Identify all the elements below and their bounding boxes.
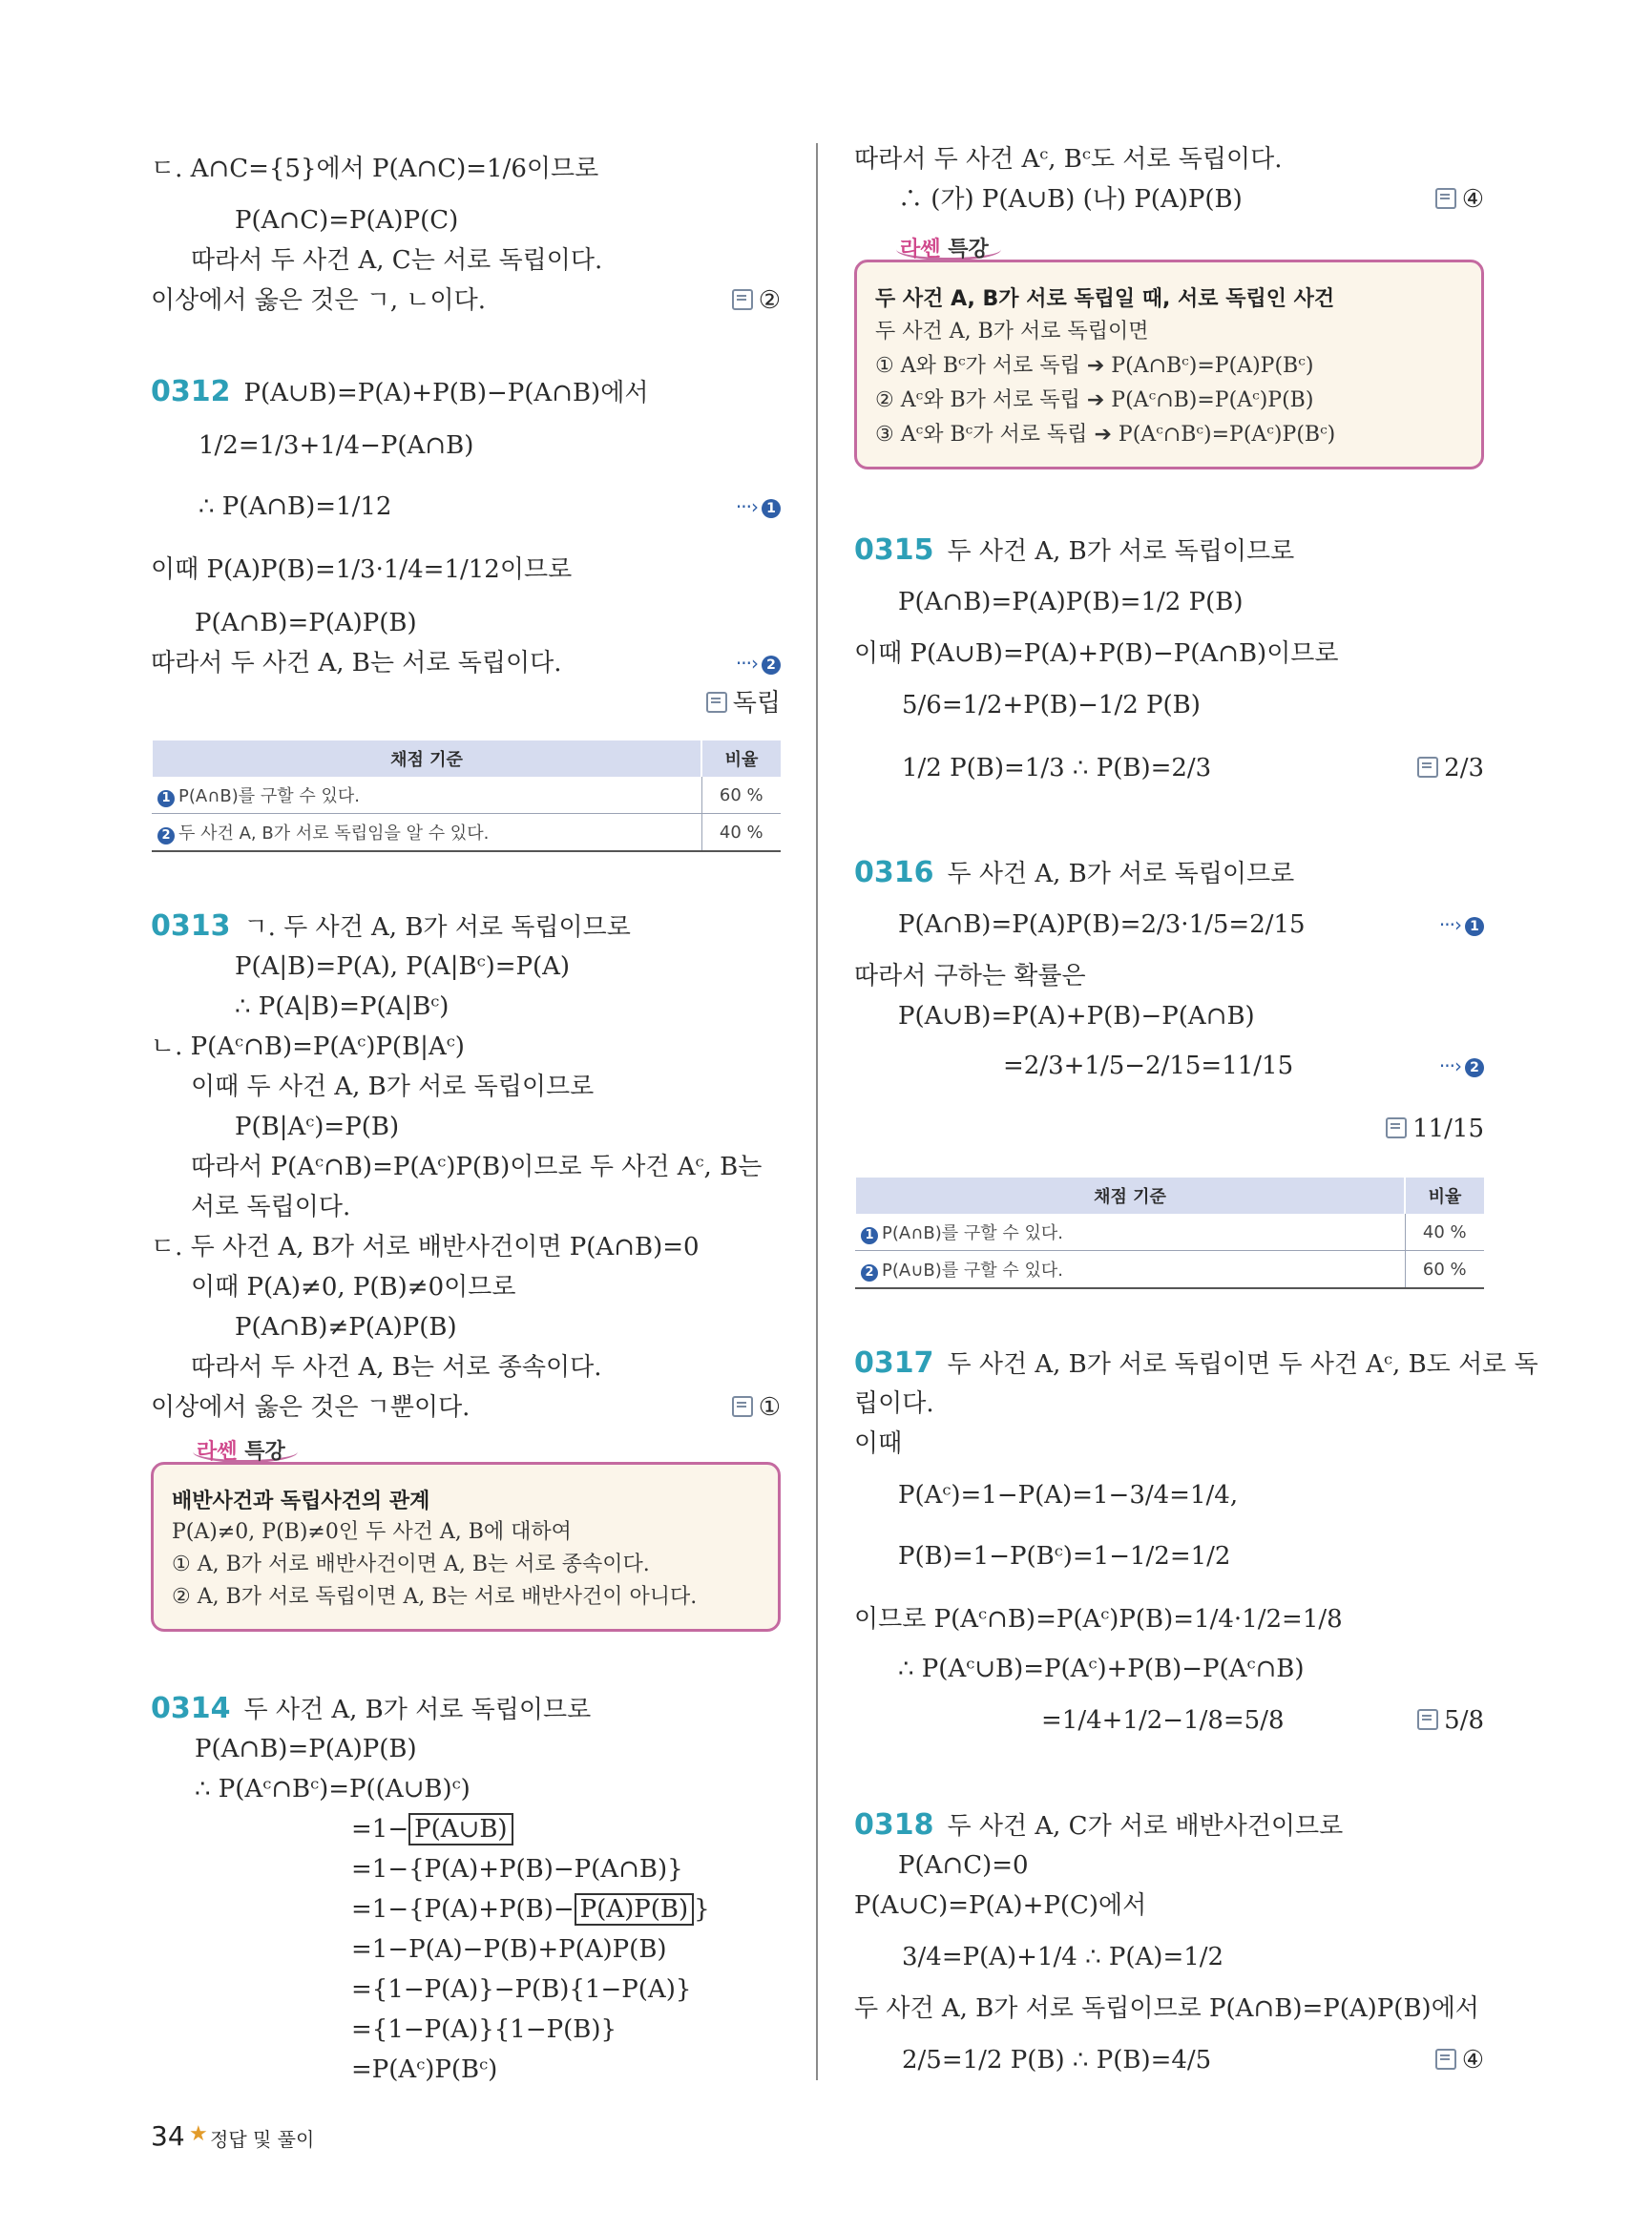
- answer-0316: 11/15: [1386, 1113, 1484, 1145]
- answer-0313: ①: [732, 1391, 781, 1424]
- text-line: 따라서 두 사건 A, B는 서로 독립이다.: [151, 649, 562, 678]
- text-line: 이때 두 사건 A, B가 서로 독립이므로: [191, 1073, 595, 1101]
- text-line: P(A∩C)=0: [898, 1851, 1029, 1880]
- text-line: 따라서 P(Aᶜ∩B)=P(Aᶜ)P(B)이므로 두 사건 Aᶜ, B는: [191, 1153, 763, 1181]
- text-line: 이상에서 옳은 것은 ㄱ뿐이다.: [151, 1393, 471, 1422]
- text-line: ∴ P(Aᶜ∩Bᶜ)=P((A∪B)ᶜ): [195, 1775, 471, 1804]
- page-number: 34: [151, 2120, 185, 2152]
- text-line: 이때: [854, 1429, 903, 1458]
- text-line: P(A|B)=P(A), P(A|Bᶜ)=P(A): [235, 952, 571, 981]
- text-line: P(Aᶜ)=1−P(A)=1−3/4=1/4,: [898, 1481, 1239, 1510]
- table-header: 채점 기준: [152, 740, 701, 777]
- text-line: ∴ (가) P(A∪B) (나) P(A)P(B): [898, 185, 1243, 214]
- text-line: ㄴ. P(Aᶜ∩B)=P(Aᶜ)P(B|Aᶜ): [151, 1032, 465, 1061]
- table-header: 비율: [1405, 1178, 1484, 1214]
- step-marker-1: ···› 1: [1439, 908, 1484, 941]
- answer-icon: [732, 1396, 753, 1417]
- lecture-title: 두 사건 A, B가 서로 독립일 때, 서로 독립인 사건: [875, 287, 1335, 311]
- table-header: 채점 기준: [855, 1178, 1405, 1214]
- lecture-line: P(A)≠0, P(B)≠0인 두 사건 A, B에 대하여: [172, 1520, 572, 1544]
- problem-number: 0313: [151, 909, 231, 943]
- text-line: 이때 P(A∪B)=P(A)+P(B)−P(A∩B)이므로: [854, 639, 1339, 668]
- table-header: 비율: [701, 740, 781, 777]
- step-marker-1: ···› 1: [736, 490, 781, 523]
- text-line: ∴ P(A|B)=P(A|Bᶜ): [235, 992, 450, 1021]
- text-line: 5/6=1/2+P(B)−1/2 P(B): [902, 691, 1201, 719]
- text-line: 1/2 P(B)=1/3 ∴ P(B)=2/3: [902, 754, 1212, 782]
- text-line: =1/4+1/2−1/8=5/8: [1041, 1706, 1285, 1735]
- problem-0313: 0313 ㄱ. 두 사건 A, B가 서로 독립이므로: [151, 909, 631, 943]
- text-line: 이상에서 옳은 것은 ㄱ, ㄴ이다.: [151, 286, 486, 315]
- answer-icon: [1417, 1709, 1438, 1730]
- answer-icon: [732, 289, 753, 310]
- lecture-line: ① A와 Bᶜ가 서로 독립 ➔ P(A∩Bᶜ)=P(A)P(Bᶜ): [875, 354, 1314, 378]
- text-line: ㄷ. 두 사건 A, B가 서로 배반사건이면 P(A∩B)=0: [151, 1233, 700, 1261]
- text-line: ㄷ. A∩C={5}에서 P(A∩C)=1/6이므로: [151, 155, 599, 183]
- answer-0312: 독립: [706, 687, 781, 719]
- footer-label: 정답 및 풀이: [210, 2128, 315, 2151]
- text-line: ∴ P(A∩B)=1/12: [199, 492, 392, 521]
- boxed-term: P(A∪B): [408, 1813, 512, 1845]
- text-line: 이때 P(A)≠0, P(B)≠0이므로: [191, 1273, 516, 1302]
- text-line: 따라서 두 사건 A, B는 서로 종속이다.: [191, 1353, 602, 1382]
- text-line: 1/2=1/3+1/4−P(A∩B): [199, 431, 474, 460]
- problem-number: 0318: [854, 1808, 934, 1842]
- text-line: P(A∪C)=P(A)+P(C)에서: [854, 1891, 1147, 1920]
- table-row: 1 P(A∩B)를 구할 수 있다. 60 %: [152, 777, 781, 814]
- problem-0318: 0318 두 사건 A, C가 서로 배반사건이므로: [854, 1808, 1344, 1842]
- problem-0316: 0316 두 사건 A, B가 서로 독립이므로: [854, 856, 1295, 889]
- lecture-tag: 라쎈 특강: [197, 1440, 285, 1464]
- grading-table-0316: [854, 1178, 1484, 1289]
- text-line: ={1−P(A)}−P(B){1−P(A)}: [351, 1975, 692, 2004]
- answer-icon: [1417, 757, 1438, 778]
- text-line: P(A∩C)=P(A)P(C): [235, 206, 459, 235]
- problem-number: 0314: [151, 1692, 231, 1725]
- answer-icon: [1435, 188, 1456, 209]
- text-line: ={1−P(A)}{1−P(B)}: [351, 2015, 617, 2044]
- answer-icon: [706, 692, 727, 713]
- answer-icon: [1386, 1117, 1407, 1138]
- answer-0315: 2/3: [1417, 752, 1484, 784]
- problem-number: 0315: [854, 533, 934, 567]
- table-row: 2 P(A∪B)를 구할 수 있다. 60 %: [855, 1251, 1484, 1289]
- lecture-line: ② A, B가 서로 독립이면 A, B는 서로 배반사건이 아니다.: [172, 1585, 698, 1609]
- answer-0317: 5/8: [1417, 1704, 1484, 1737]
- text-line: 따라서 두 사건 A, C는 서로 독립이다.: [191, 246, 603, 275]
- table-row: 2 두 사건 A, B가 서로 독립임을 알 수 있다. 40 %: [152, 814, 781, 852]
- star-icon: ★: [189, 2122, 208, 2146]
- answer-0311: ②: [732, 284, 781, 317]
- text-line: 2/5=1/2 P(B) ∴ P(B)=4/5: [902, 2046, 1212, 2075]
- answer-0314: ④: [1435, 183, 1484, 216]
- text-line: P(A∩B)=P(A)P(B)=1/2 P(B): [898, 588, 1244, 616]
- problem-0315: 0315 두 사건 A, B가 서로 독립이므로: [854, 533, 1295, 567]
- problem-0317: 0317 두 사건 A, B가 서로 독립이면 두 사건 Aᶜ, B도 서로 독: [854, 1346, 1538, 1380]
- step-marker-2: ···› 2: [736, 647, 781, 679]
- lecture-tag: 라쎈 특강: [900, 238, 989, 261]
- text-line: =1−P(A)−P(B)+P(A)P(B): [351, 1935, 667, 1964]
- problem-number: 0312: [151, 375, 231, 408]
- text-line: =1−{P(A)+P(B)−P(A∩B)}: [351, 1855, 683, 1884]
- boxed-term: P(A)P(B): [575, 1893, 694, 1926]
- lecture-line: ③ Aᶜ와 Bᶜ가 서로 독립 ➔ P(Aᶜ∩Bᶜ)=P(Aᶜ)P(Bᶜ): [875, 423, 1336, 447]
- text-line: P(A∩B)=P(A)P(B)=2/3·1/5=2/15: [898, 910, 1306, 939]
- table-row: 1 P(A∩B)를 구할 수 있다. 40 %: [855, 1214, 1484, 1251]
- answer-0318: ④: [1435, 2044, 1484, 2076]
- text-line: P(B)=1−P(Bᶜ)=1−1/2=1/2: [898, 1542, 1231, 1571]
- text-line: =2/3+1/5−2/15=11/15: [1003, 1052, 1294, 1080]
- text-line: =P(Aᶜ)P(Bᶜ): [351, 2055, 498, 2084]
- text-line: P(B|Aᶜ)=P(B): [235, 1113, 400, 1141]
- lecture-line: 두 사건 A, B가 서로 독립이면: [875, 320, 1149, 344]
- text-line: 서로 독립이다.: [191, 1193, 351, 1221]
- text-line: ∴ P(Aᶜ∪B)=P(Aᶜ)+P(B)−P(Aᶜ∩B): [898, 1655, 1305, 1683]
- text-line: P(A∪B)=P(A)+P(B)−P(A∩B): [898, 1002, 1255, 1031]
- text-line: P(A∩B)=P(A)P(B): [195, 609, 417, 637]
- text-line: 이때 P(A)P(B)=1/3·1/4=1/12이므로: [151, 555, 573, 584]
- lecture-line: ① A, B가 서로 배반사건이면 A, B는 서로 종속이다.: [172, 1553, 650, 1576]
- problem-number: 0317: [854, 1346, 934, 1380]
- lecture-title: 배반사건과 독립사건의 관계: [172, 1490, 430, 1513]
- text-line: 따라서 두 사건 Aᶜ, Bᶜ도 서로 독립이다.: [854, 145, 1283, 174]
- text-line: 이므로 P(Aᶜ∩B)=P(Aᶜ)P(B)=1/4·1/2=1/8: [854, 1605, 1343, 1634]
- text-line: P(A∩B)≠P(A)P(B): [235, 1313, 457, 1342]
- text-line: P(A∩B)=P(A)P(B): [195, 1735, 417, 1763]
- problem-0312: 0312 P(A∪B)=P(A)+P(B)−P(A∩B)에서: [151, 375, 649, 408]
- text-line: =1−{P(A)+P(B)− P(A)P(B) }: [351, 1895, 710, 1924]
- text-line: =1− P(A∪B): [351, 1813, 513, 1845]
- answer-icon: [1435, 2049, 1456, 2070]
- grading-table-0312: [151, 740, 781, 852]
- text-line: 따라서 구하는 확률은: [854, 962, 1086, 990]
- step-marker-2: ···› 2: [1439, 1050, 1484, 1082]
- lecture-line: ② Aᶜ와 B가 서로 독립 ➔ P(Aᶜ∩B)=P(Aᶜ)P(B): [875, 388, 1314, 412]
- text-line: 두 사건 A, B가 서로 독립이므로 P(A∩B)=P(A)P(B)에서: [854, 1994, 1479, 2023]
- text-line: 립이다.: [854, 1389, 934, 1418]
- problem-0314: 0314 두 사건 A, B가 서로 독립이므로: [151, 1692, 592, 1725]
- column-divider: [816, 143, 818, 2080]
- problem-number: 0316: [854, 856, 934, 889]
- text-line: 3/4=P(A)+1/4 ∴ P(A)=1/2: [902, 1943, 1224, 1971]
